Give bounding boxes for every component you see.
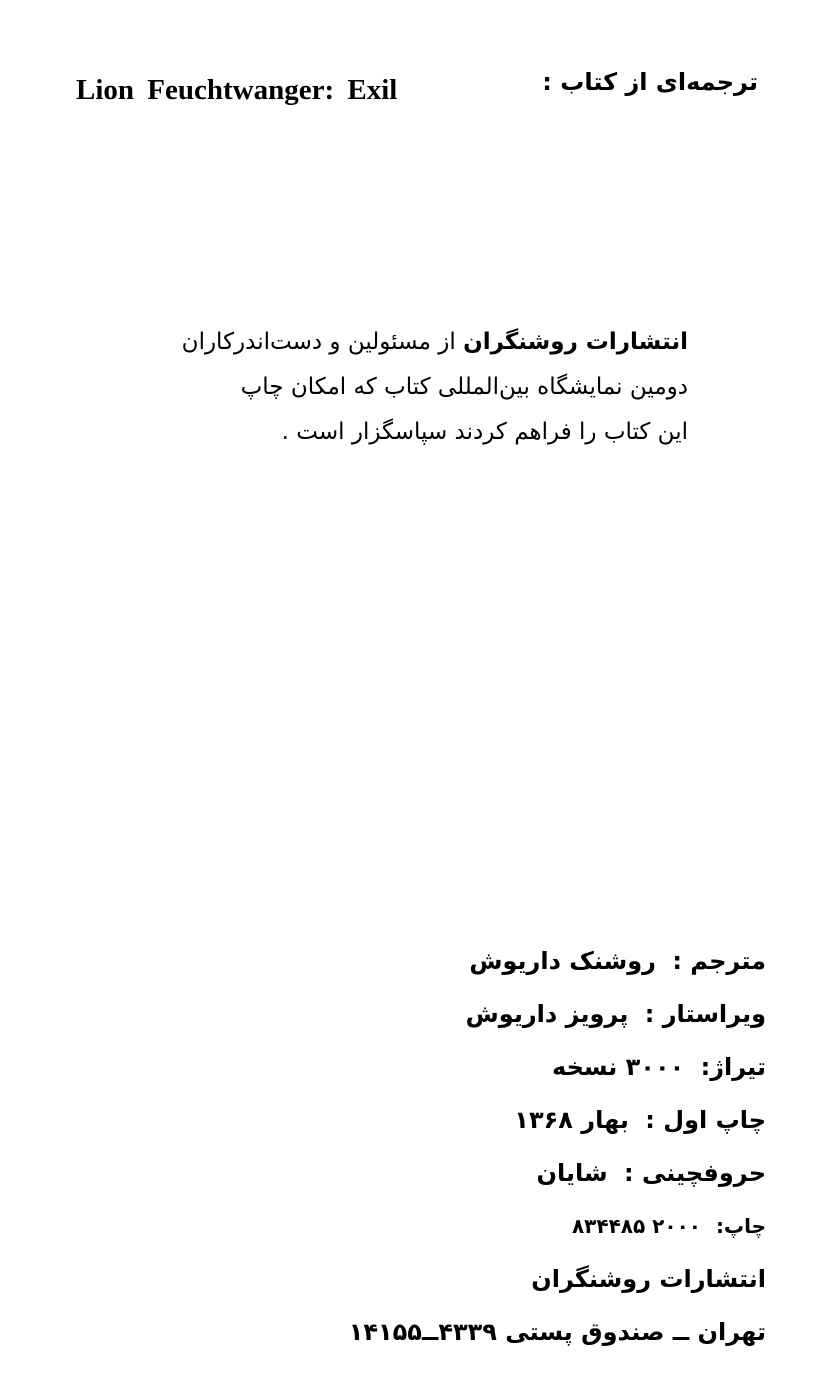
- print-row: [266, 1200, 766, 1253]
- translator-row: [266, 935, 766, 988]
- print-value: ۲۰۰۰ ۸۳۴۴۸۵: [571, 1214, 701, 1238]
- acknowledgement-line-1-rest: از مسئولین و دست‌اندرکاران: [181, 329, 464, 355]
- circulation-row: [266, 1041, 766, 1094]
- editor-row: [266, 988, 766, 1041]
- editor-label: ویراستار :: [644, 1000, 766, 1028]
- edition-value: بهار ۱۳۶۸: [514, 1106, 629, 1134]
- print-label: چاپ:: [715, 1214, 766, 1238]
- circulation-value: ۳۰۰۰ نسخه: [552, 1053, 685, 1081]
- translator-value: روشنک داریوش: [469, 947, 656, 975]
- translator-label: مترجم :: [672, 947, 766, 975]
- acknowledgement-paragraph: [108, 320, 688, 455]
- acknowledgement-line-2: دومین نمایشگاه بین‌المللی کتاب که امکان چاپ: [240, 374, 688, 400]
- translation-label: ترجمه‌ای از کتاب :: [542, 68, 758, 96]
- publisher-name: انتشارات روشنگران: [463, 329, 688, 355]
- book-title-latin: Lion Feuchtwanger: Exil: [76, 74, 398, 106]
- acknowledgement-line-1: [108, 320, 688, 365]
- acknowledgement-line-3: این کتاب را فراهم کردند سپاسگزار است .: [281, 419, 688, 445]
- edition-row: [266, 1094, 766, 1147]
- publisher-row: انتشارات روشنگران: [531, 1265, 766, 1293]
- edition-label: چاپ اول :: [645, 1106, 766, 1134]
- colophon: [266, 935, 766, 1359]
- typesetting-value: شایان: [536, 1159, 608, 1187]
- editor-value: پرویز داریوش: [465, 1000, 629, 1028]
- circulation-label: تیراژ:: [700, 1053, 766, 1081]
- typesetting-label: حروفچینی :: [624, 1159, 766, 1187]
- typesetting-row: [266, 1147, 766, 1200]
- address-row: تهران ــ صندوق پستی ۴۳۳۹ــ۱۴۱۵۵: [348, 1318, 766, 1346]
